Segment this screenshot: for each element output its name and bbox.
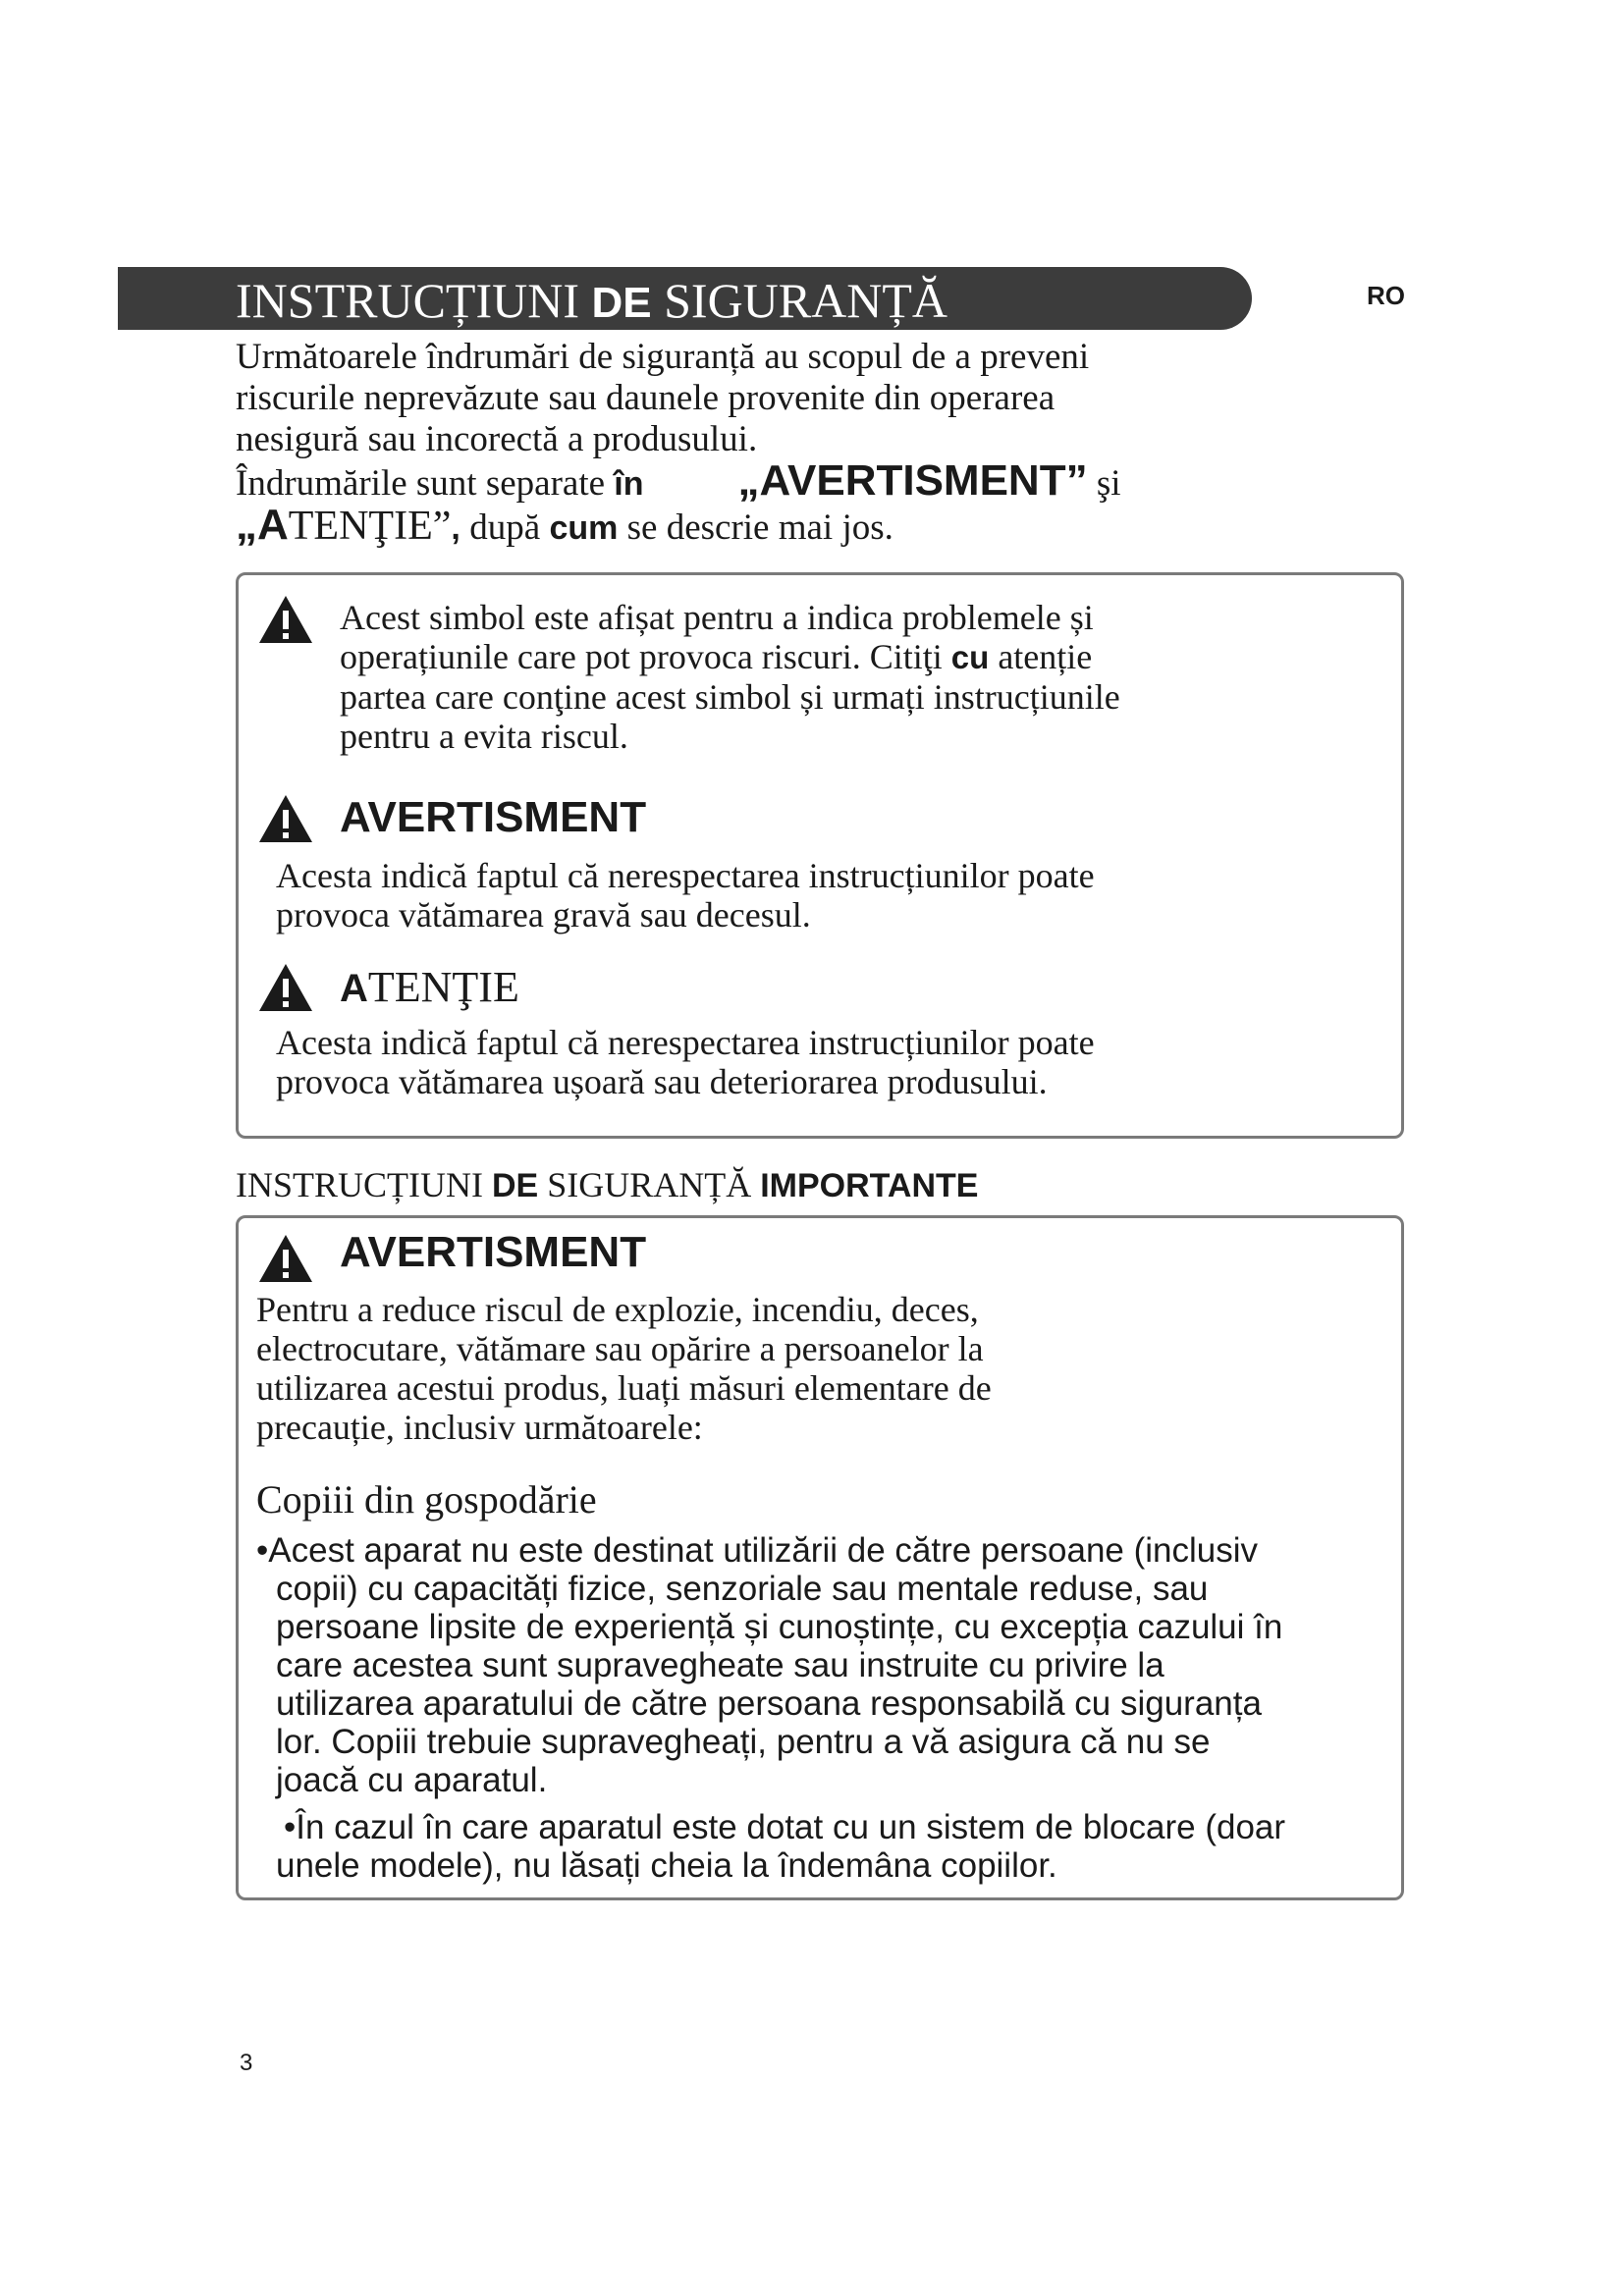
symbol-text-line: Acest simbol este afișat pentru a indica problemele și (340, 598, 1094, 637)
bullet-children-supervision (256, 1531, 1282, 1799)
intro-text: Îndrumările sunt separate (236, 463, 615, 504)
important-instructions-heading (236, 1164, 978, 1205)
warning-triangle-icon (257, 793, 314, 844)
bullet-line: unele modele), nu lăsați cheia la îndemâna copiilor. (276, 1846, 1057, 1885)
page-number: 3 (240, 2050, 253, 2076)
symbol-text: atenție (989, 637, 1093, 676)
intro-text: cum (549, 509, 619, 547)
bullet-line: lor. Copiii trebuie supravegheați, pentru a vă asigura că nu se (276, 1723, 1211, 1761)
symbol-text: operațiunile care pot provoca riscuri. Citiţi (340, 637, 951, 676)
important-text: INSTRUCȚIUNI (236, 1165, 492, 1204)
important-text: SIGURANȚĂ (538, 1165, 761, 1204)
warning-triangle-icon (257, 962, 314, 1013)
language-code: RO (1367, 281, 1405, 310)
bullet-line: persoane lipsite de experiență și cunoștințe, cu excepția cazului în (276, 1608, 1283, 1646)
warning-text-line: provoca vătămarea gravă sau decesul. (276, 895, 811, 934)
bullet-line: care acestea sunt supravegheate sau instruite cu privire la (276, 1646, 1164, 1684)
warning-intro-line: utilizarea acestui produs, luați măsuri elementare de (256, 1368, 992, 1408)
bullet-locking-system (276, 1808, 1285, 1885)
symbol-text-line: pentru a evita riscul. (340, 717, 628, 756)
bullet-line: copii) cu capacități fizice, senzoriale sau mentale reduse, sau (276, 1570, 1209, 1608)
intro-text: „AVERTISMENT” (737, 456, 1088, 505)
symbol-text: cu (950, 639, 990, 675)
caution-text-line: Acesta indică faptul că nerespectarea instrucțiunilor poate (276, 1023, 1095, 1062)
intro-line: Următoarele îndrumări de siguranță au scopul de a preveni (236, 337, 1090, 377)
caution-description (276, 1023, 1095, 1101)
subheading-children: Copiii din gospodărie (256, 1477, 597, 1522)
title-text-3: SIGURANȚĂ (651, 273, 948, 328)
intro-text: „A (236, 501, 289, 549)
caution-heading-text: A (340, 967, 368, 1010)
bullet-line: •În cazul în care aparatul este dotat cu un sistem de blocare (doar (284, 1808, 1286, 1846)
intro-text: TENŢIE” (288, 504, 452, 549)
caution-text-line: provoca vătămarea ușoară sau deteriorarea produsului. (276, 1062, 1048, 1101)
intro-text: şi (1087, 463, 1121, 504)
warning-intro-line: precauție, inclusiv următoarele: (256, 1408, 703, 1447)
warning-triangle-icon (257, 594, 314, 645)
bullet-line: utilizarea aparatului de către persoana responsabilă cu siguranța (276, 1684, 1262, 1723)
caution-heading-text: TENŢIE (367, 963, 519, 1011)
intro-line (236, 501, 1218, 549)
important-text: DE (491, 1167, 539, 1204)
symbol-text-line: partea care conţine acest simbol și urmați instrucțiunile (340, 677, 1120, 717)
warning-heading: AVERTISMENT (340, 1228, 647, 1276)
warning-intro-line: Pentru a reduce riscul de explozie, incendiu, deces, (256, 1290, 979, 1329)
intro-text: după (469, 507, 550, 548)
intro-text: se descrie mai jos. (618, 507, 893, 548)
warning-heading: AVERTISMENT (340, 793, 647, 841)
warning-text-line: Acesta indică faptul că nerespectarea instrucțiunilor poate (276, 856, 1095, 895)
intro-line (236, 456, 1218, 505)
intro-text: în (614, 465, 644, 503)
symbol-text-line (340, 637, 1120, 677)
important-text: IMPORTANTE (760, 1167, 979, 1204)
title-text-1: INSTRUCȚIUNI (236, 273, 592, 328)
caution-heading (340, 962, 519, 1012)
page-title (236, 273, 947, 331)
warning-description (276, 856, 1095, 934)
warning-triangle-icon (257, 1233, 314, 1284)
intro-paragraph (236, 337, 1218, 549)
intro-line: nesigură sau incorectă a produsului. (236, 419, 758, 459)
warning-intro-line: electrocutare, vătămare sau opărire a persoanelor la (256, 1329, 984, 1368)
bullet-line: joacă cu aparatul. (276, 1761, 548, 1799)
intro-text: , (451, 509, 470, 547)
symbol-description (340, 598, 1120, 756)
bullet-line: •Acest aparat nu este destinat utilizării de către persoane (inclusiv (256, 1531, 1259, 1570)
warning-intro (256, 1290, 992, 1447)
intro-line: riscurile neprevăzute sau daunele provenite din operarea (236, 378, 1056, 418)
title-text-2: DE (591, 279, 652, 327)
